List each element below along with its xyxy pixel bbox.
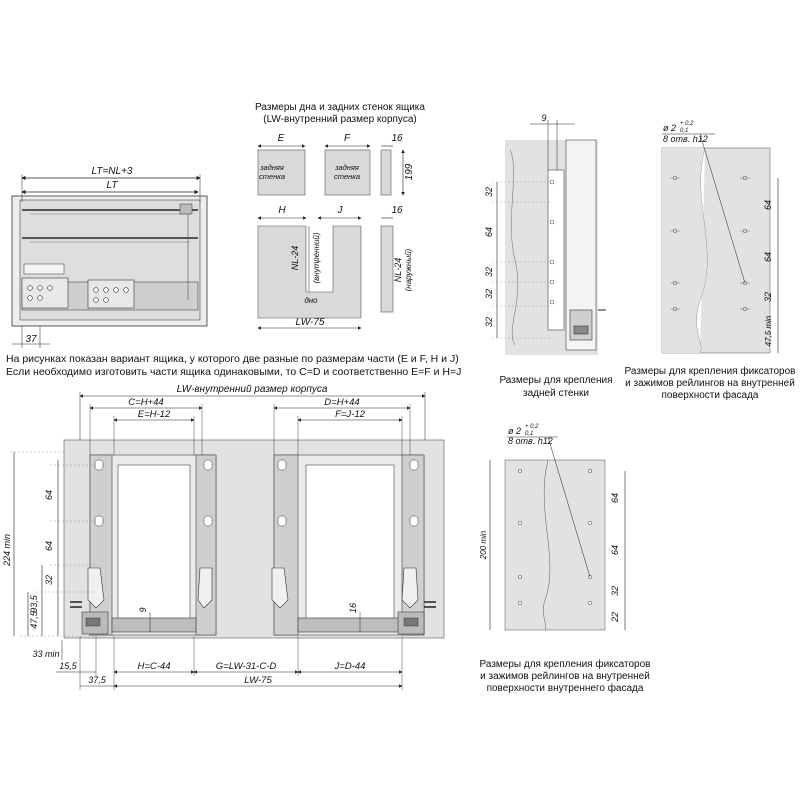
main-hc: H=C-44 bbox=[137, 661, 171, 672]
back-wall-text-a-1: задняя bbox=[260, 163, 284, 172]
main-b37-5: 37,5 bbox=[88, 675, 106, 685]
main-e: E=H-12 bbox=[137, 409, 171, 420]
main-d: D=H+44 bbox=[324, 397, 360, 408]
tr-caption-1: Размеры для крепления bbox=[499, 375, 613, 386]
fr-dim-47-5: 47,5 min bbox=[764, 315, 773, 347]
main-jd: J=D-44 bbox=[334, 661, 366, 672]
label-199: 199 bbox=[404, 163, 415, 181]
nl24-inner-sub: (внутренний) bbox=[312, 232, 321, 284]
inner-facade-holes-detail bbox=[505, 460, 605, 630]
label-J: J bbox=[337, 205, 343, 216]
br-dim-64b: 64 bbox=[610, 544, 620, 556]
fr-caption-1: Размеры для крепления фиксаторов bbox=[624, 366, 796, 377]
back-walls-title-1: Размеры дна и задних стенок ящика bbox=[255, 102, 425, 113]
back-wall-fixing-detail bbox=[505, 140, 606, 355]
lt-label: LT bbox=[106, 180, 118, 191]
note-block bbox=[6, 353, 466, 379]
br-caption-1: Размеры для крепления фиксаторов bbox=[479, 659, 651, 670]
main-lw75: LW-75 bbox=[244, 675, 272, 686]
br-hole-spec: ø 2 bbox=[508, 426, 522, 436]
main-v9: 9 bbox=[138, 607, 148, 613]
fr-tol-plus: + 0,2 bbox=[680, 121, 694, 127]
fr-dim-32: 32 bbox=[763, 291, 773, 303]
label-E: E bbox=[277, 133, 285, 144]
main-v32: 32 bbox=[44, 574, 54, 586]
main-v64b: 64 bbox=[44, 540, 54, 552]
tr-dim-32-4: 32 bbox=[484, 316, 494, 328]
main-v93-5: 93,5 bbox=[29, 595, 39, 613]
back-wall-text-a-2: стенка bbox=[258, 172, 286, 181]
drawer-side-view bbox=[12, 196, 207, 326]
lt-formula-label: LT=NL+3 bbox=[91, 166, 133, 177]
main-g: G=LW-31-C-D bbox=[215, 661, 277, 672]
dim-37-label: 37 bbox=[25, 334, 37, 345]
main-v47-5: 47,5 bbox=[29, 611, 39, 629]
nl24-inner: NL-24 bbox=[290, 245, 300, 271]
tr-dim-32-3: 32 bbox=[484, 288, 494, 300]
lw75-top-label: LW-75 bbox=[295, 317, 325, 328]
main-c: C=H+44 bbox=[128, 397, 164, 408]
main-v33: 33 min bbox=[32, 649, 60, 659]
tr-dim-32-1: 32 bbox=[484, 186, 494, 198]
fr-hole-spec: ø 2 bbox=[663, 123, 677, 133]
label-F: F bbox=[343, 133, 351, 144]
fr-holes: 8 отв. h12 bbox=[663, 134, 708, 144]
facade-holes-detail bbox=[662, 148, 770, 353]
br-dim-64a: 64 bbox=[610, 492, 620, 504]
br-dim-32: 32 bbox=[610, 585, 620, 597]
br-holes: 8 отв. h12 bbox=[508, 436, 553, 446]
main-v224: 224 min bbox=[2, 533, 12, 567]
br-caption-2: и зажимов рейлингов на внутренней bbox=[480, 671, 650, 682]
label-H: H bbox=[278, 205, 286, 216]
main-lw-title: LW-внутренний размер корпуса bbox=[176, 384, 328, 395]
br-tol-plus: + 0,2 bbox=[525, 424, 539, 430]
fr-dim-64a: 64 bbox=[763, 199, 773, 211]
label-16-a: 16 bbox=[391, 133, 403, 144]
br-dim-200: 200 min bbox=[479, 530, 488, 560]
br-caption-3: поверхности внутреннего фасада bbox=[486, 683, 644, 694]
fr-caption-2: и зажимов рейлингов на внутренней bbox=[625, 378, 795, 389]
main-f: F=J-12 bbox=[335, 409, 365, 420]
fr-tol-minus: 0,1 bbox=[680, 128, 689, 134]
main-v16: 16 bbox=[348, 602, 358, 614]
main-b15-5: 15,5 bbox=[59, 661, 77, 671]
nl24-outer-sub: (наружный) bbox=[404, 248, 413, 292]
fr-dim-64b: 64 bbox=[763, 251, 773, 263]
cabinet-front-view bbox=[64, 440, 444, 638]
back-wall-text-b-2: стенка bbox=[333, 172, 361, 181]
tr-dim-64: 64 bbox=[484, 226, 494, 238]
nl24-outer: NL-24 bbox=[393, 257, 403, 283]
main-v64a: 64 bbox=[44, 489, 54, 501]
tr-dim-9: 9 bbox=[541, 113, 547, 123]
br-dim-22: 22 bbox=[610, 611, 620, 623]
tr-dim-32-2: 32 bbox=[484, 266, 494, 278]
note-line-1: На рисунках показан вариант ящика, у которого две разные по размерам части (E и F, H и J) bbox=[6, 353, 459, 365]
fr-caption-3: поверхности фасада bbox=[661, 390, 759, 401]
back-walls-title-2: (LW-внутренний размер корпуса) bbox=[263, 114, 417, 125]
note-line-2: Если необходимо изготовить части ящика одинаковыми, то C=D и соответственно E=F и H=J bbox=[6, 366, 462, 378]
tr-caption-2: задней стенки bbox=[523, 388, 589, 399]
br-tol-minus: 0,1 bbox=[525, 431, 534, 437]
label-16-b: 16 bbox=[391, 205, 403, 216]
back-wall-text-b-1: задняя bbox=[335, 163, 359, 172]
bottom-text: дно bbox=[304, 296, 318, 305]
